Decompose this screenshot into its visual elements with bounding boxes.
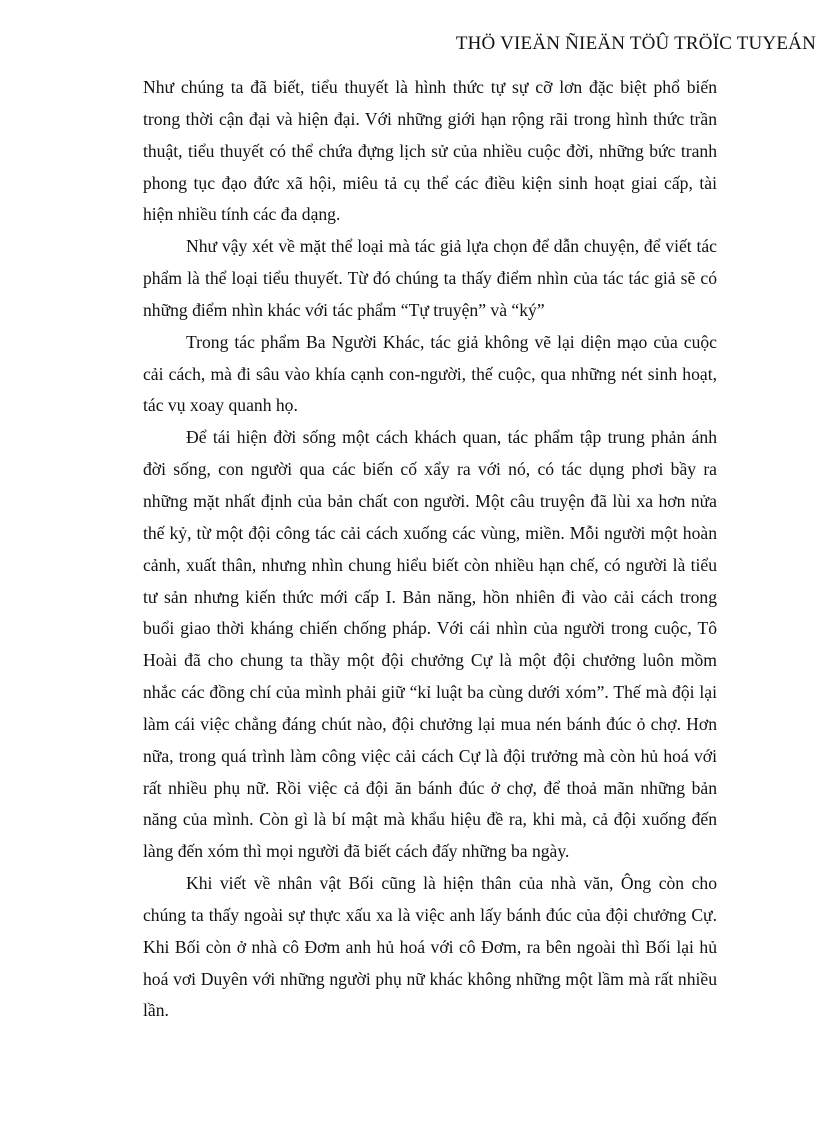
text-line: tác vụ xoay quanh họ.: [143, 395, 298, 416]
text-line: chúng ta thấy ngoài sự thực xấu xa là việc anh lấy bánh đúc của đội chưởng Cự.: [143, 904, 717, 925]
text-line: thế kỷ, từ một đội công tác cải cách xuống các vùng, miền. Mỗi người một hoàn: [143, 522, 717, 543]
text-line: rất nhiều phụ nữ. Rồi việc cả đội ăn bánh đúc ở chợ, để thoả mãn những bản: [143, 777, 717, 798]
page-header: THÖ VIEÄN ÑIEÄN TÖÛ TRÖÏC TUYEÁN: [455, 33, 816, 54]
text-line: Khi viết về nhân vật Bối cũng là hiện thân của nhà văn, Ông còn cho: [186, 873, 717, 894]
text-line: làm cái việc chẳng đáng chút nào, đội chưởng lại mua nén bánh đúc ỏ chợ. Hơn: [143, 713, 717, 734]
text-line: lần.: [143, 1000, 169, 1021]
text-line: Để tái hiện đời sống một cách khách quan, tác phẩm tập trung phản ánh: [186, 427, 717, 448]
text-line: cải cách, mà đi sâu vào khía cạnh con-người, thế cuộc, qua những nét sinh hoạt,: [143, 363, 717, 384]
text-line: làng đến xóm thì mọi người đã biết cách đấy những ba ngày.: [143, 841, 570, 862]
text-line: phong tục đạo đức xã hội, miêu tả cụ thể các điều kiện sinh hoạt giai cấp, tài: [143, 172, 717, 193]
paragraph: [143, 231, 717, 327]
paragraph: [143, 868, 717, 1027]
text-line: năng của mình. Còn gì là bí mật mà khẩu hiệu đề ra, khi mà, cả đội xuống đến: [143, 809, 717, 830]
text-line: trong thời cận đại và hiện đại. Với những giới hạn rộng rãi trong hình thức trần: [143, 108, 717, 129]
text-line: Hoài đã cho chung ta thầy một đội chưởng Cự là một đội chưởng luôn mồm: [143, 650, 717, 671]
text-line: buổi giao thời kháng chiến chống pháp. Với cái nhìn của người trong cuộc, Tô: [143, 618, 717, 639]
text-line: Trong tác phẩm Ba Người Khác, tác giả không vẽ lại diện mạo của cuộc: [186, 331, 717, 352]
text-line: nữa, trong quá trình làm công việc cải cách Cự là đội trưởng mà còn hủ hoá với: [143, 745, 717, 766]
text-line: những điểm nhìn khác với tác phẩm “Tự truyện” và “ký”: [143, 299, 545, 320]
text-line: Như vậy xét về mặt thể loại mà tác giả lựa chọn để dẫn chuyện, để viết tác: [186, 236, 717, 257]
text-line: cảnh, xuất thân, nhưng nhìn chung hiểu biết còn nhiều hạn chế, có người là tiểu: [143, 554, 717, 575]
paragraph: [143, 327, 717, 423]
text-line: đời sống, con người qua các biến cố xẩy ra với nó, có tác dụng phơi bầy ra: [143, 459, 717, 480]
text-line: tư sản nhưng kiến thức mới cấp I. Bản năng, hồn nhiên đi vào cải cách trong: [143, 586, 717, 607]
text-line: nhắc các đồng chí của mình phải giữ “kỉ luật ba cùng dưới xóm”. Thế mà đội lại: [143, 682, 717, 703]
paragraph: [143, 72, 717, 231]
text-line: phẩm là thể loại tiểu thuyết. Từ đó chúng ta thấy điểm nhìn của tác tác giả sẽ có: [143, 268, 717, 289]
text-line: Khi Bối còn ở nhà cô Đơm anh hủ hoá với cô Đơm, ra bên ngoài thì Bối lại hủ: [143, 936, 717, 957]
document-body: [143, 72, 717, 1027]
text-line: những mặt nhất định của bản chất con người. Một câu truyện đã lùi xa hơn nửa: [143, 490, 717, 511]
paragraph: [143, 422, 717, 868]
text-line: hiện nhiều tính các đa dạng.: [143, 204, 341, 225]
text-line: Như chúng ta đã biết, tiểu thuyết là hình thức tự sự cỡ lơn đặc biệt phổ biến: [143, 77, 717, 97]
text-line: hoá vơi Duyên với những người phụ nữ khác không những một lầm mà rất nhiều: [143, 968, 717, 989]
text-line: thuật, tiểu thuyết có thể chứa đựng lịch sử của nhiều cuộc đời, những bức tranh: [143, 140, 717, 161]
